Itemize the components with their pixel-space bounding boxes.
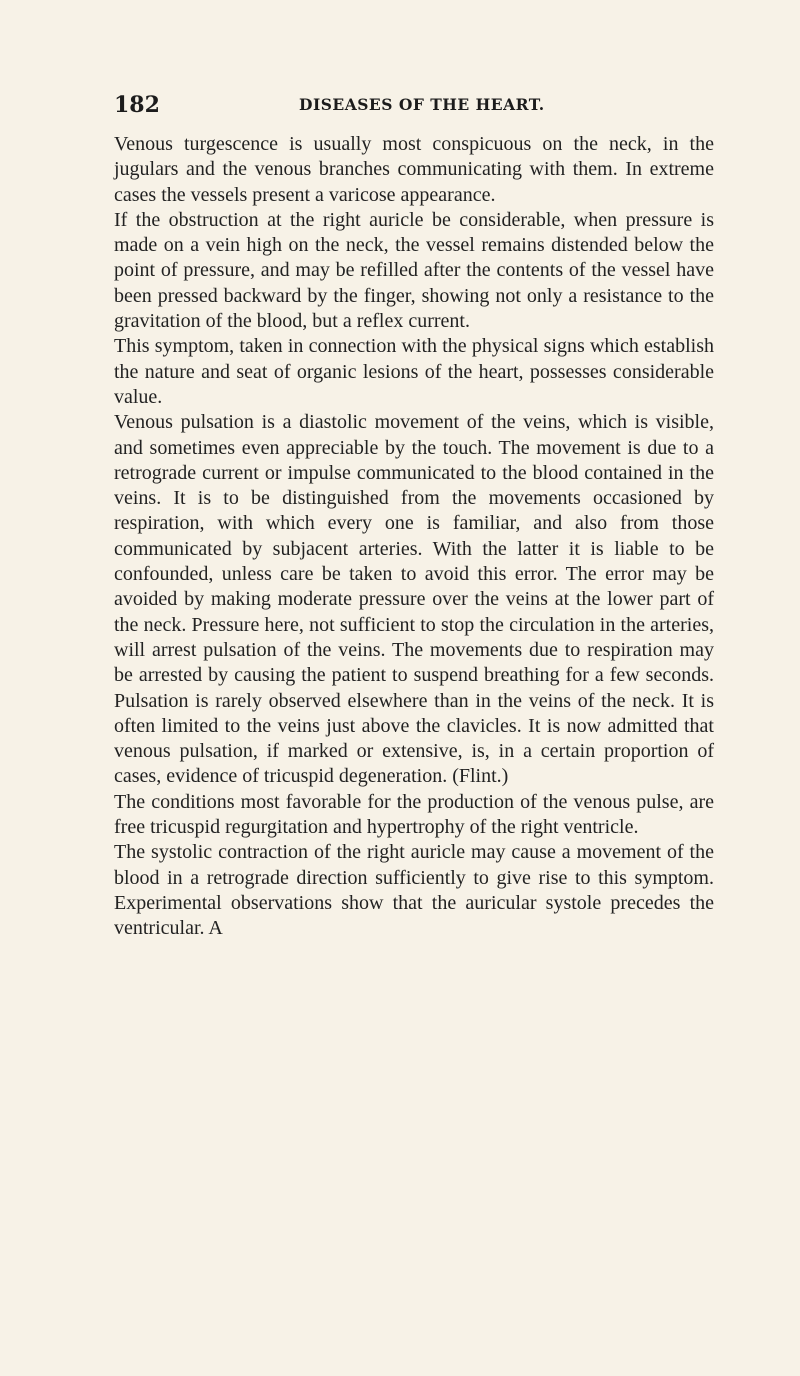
paragraph: The conditions most favorable for the production of the venous pulse, are free tricuspid regurgitation and hypertrophy of the right ventricle. — [114, 790, 714, 839]
running-title: DISEASES OF THE HEART. — [299, 95, 545, 114]
body-text — [114, 132, 714, 942]
paragraph: If the obstruction at the right auricle be considerable, when pressure is made on a vein high on the neck, the vessel remains distended below the point of pressure, and may be refilled after the contents of the vessel have been pressed backward by the finger, showing not only a resistance to the gravitation of the blood, but a reflex current. — [114, 208, 714, 333]
running-head — [114, 92, 724, 120]
page-number: 182 — [114, 92, 160, 118]
paragraph: Venous turgescence is usually most conspicuous on the neck, in the jugulars and the venous branches communicating with them. In extreme cases the vessels present a varicose appearance. — [114, 133, 714, 206]
paragraph: The systolic contraction of the right auricle may cause a movement of the blood in a retrograde direction sufficiently to give rise to this symptom. Experimental observations show that the auricular systole precedes the ventricular. A — [114, 841, 714, 940]
paragraph: Venous pulsation is a diastolic movement of the veins, which is visible, and sometimes even appreciable by the touch. The movement is due to a retrograde current or impulse communicated to the blood contained in the veins. It is to be distinguished from the movements occasioned by respiration, with which every one is familiar, and also from those communicated by subjacent arteries. With the latter it is liable to be confounded, unless care be taken to avoid this error. The error may be avoided by making moderate pressure over the veins at the lower part of the neck. Pressure here, not sufficient to stop the circulation in the arteries, will arrest pulsation of the veins. The movements due to respiration may be arrested by causing the patient to suspend breathing for a few seconds. Pulsation is rarely observed elsewhere than in the veins of the neck. It is often limited to the veins just above the clavicles. It is now admitted that venous pulsation, if marked or extensive, is, in a certain proportion of cases, evidence of tricuspid degeneration. (Flint.) — [114, 411, 714, 788]
paragraph: This symptom, taken in connection with the physical signs which establish the nature and seat of organic lesions of the heart, possesses considerable value. — [114, 335, 714, 408]
